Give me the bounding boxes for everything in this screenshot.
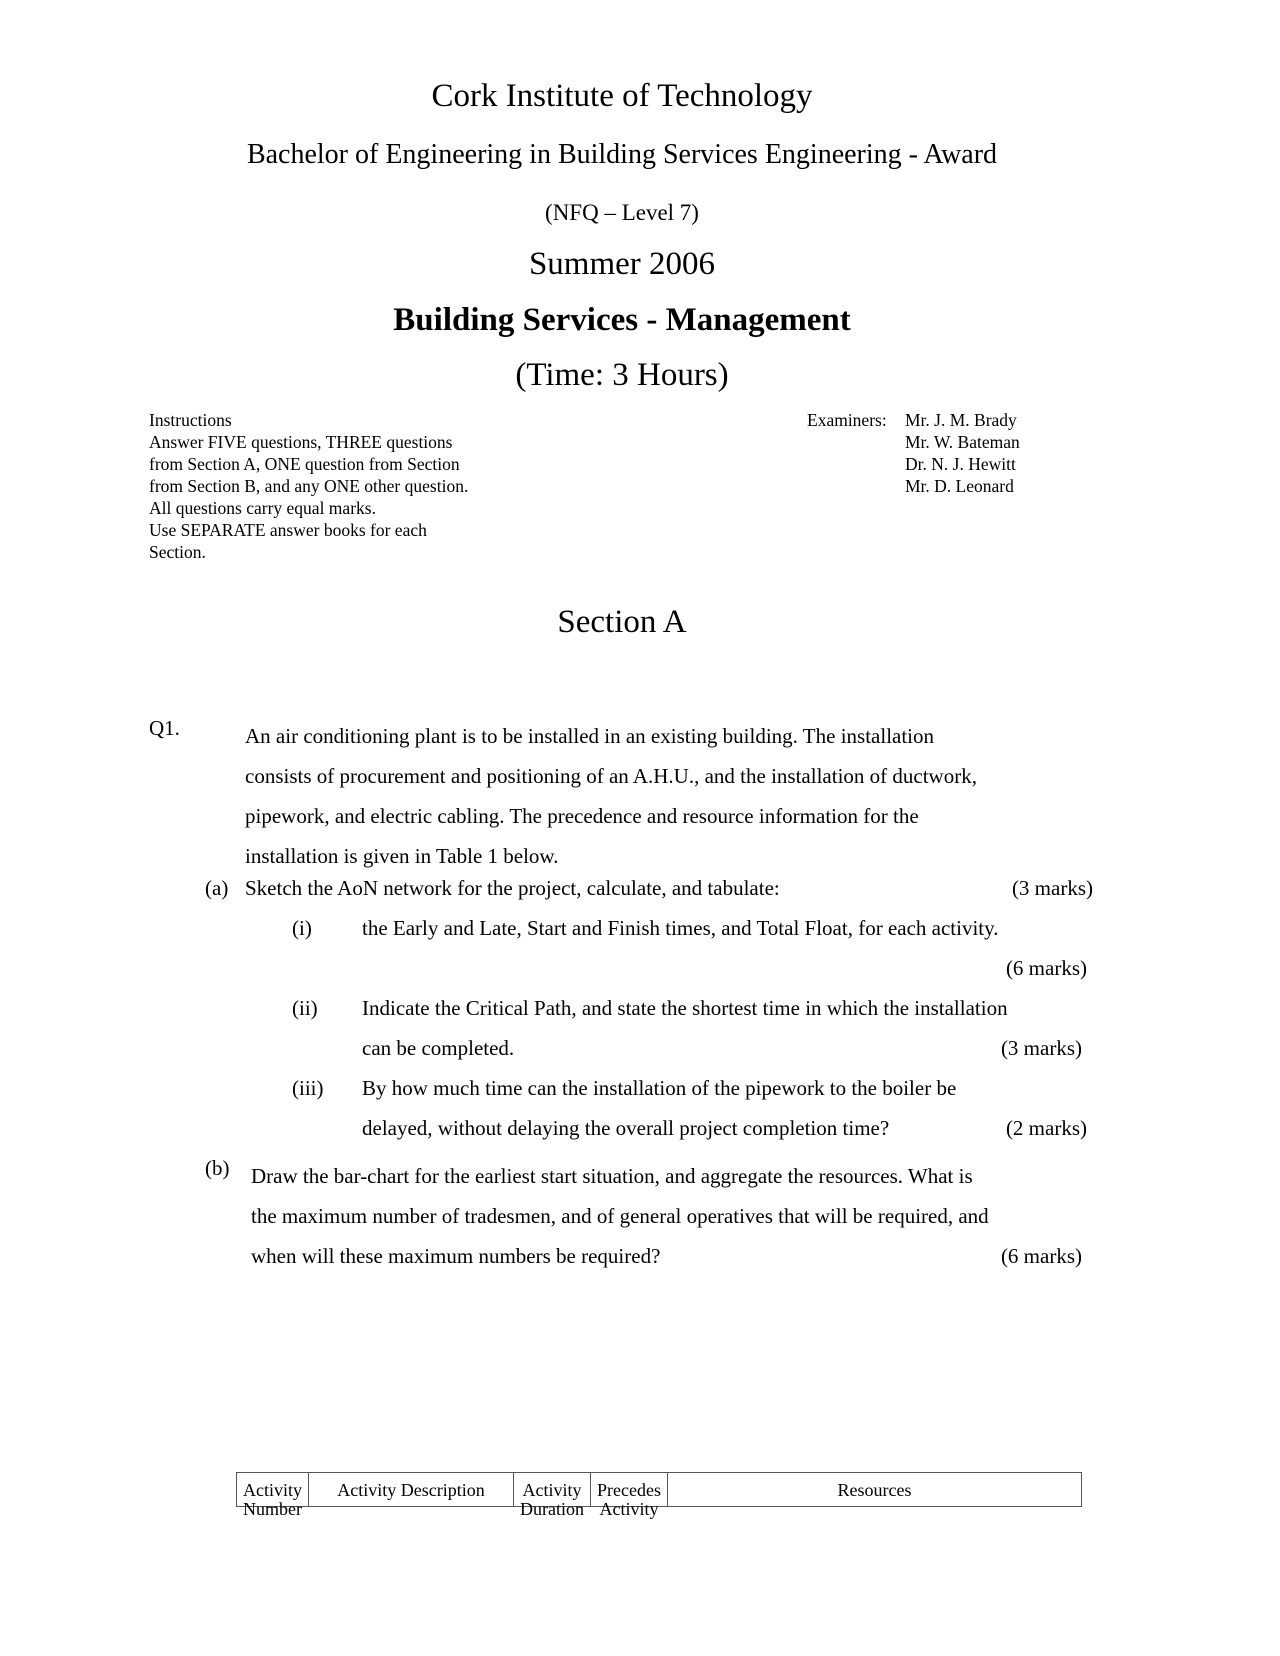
activity-table xyxy=(236,1472,1082,1519)
header-activity-number: Activity Number xyxy=(243,1480,302,1519)
part-ii-label: (ii) xyxy=(292,996,318,1020)
part-b-text xyxy=(251,1156,989,1276)
instructions-block xyxy=(149,409,468,563)
header-activity-description: Activity Description xyxy=(337,1480,485,1500)
instructions-line: from Section B, and any ONE other question. xyxy=(149,476,469,496)
part-a-text: Sketch the AoN network for the project, calculate, and tabulate: xyxy=(245,876,780,900)
level-text: (NFQ – Level 7) xyxy=(545,200,699,225)
instructions-line: Section. xyxy=(149,542,206,562)
instructions-line: Answer FIVE questions, THREE questions xyxy=(149,432,453,452)
table-header-row xyxy=(237,1473,1082,1507)
examiner-name: Mr. J. M. Brady xyxy=(905,410,1017,430)
programme-title: Bachelor of Engineering in Building Services Engineering - Award xyxy=(246,139,998,170)
intro-line: pipework, and electric cabling. The precedence and resource information for the xyxy=(245,804,919,828)
part-b-label: (b) xyxy=(205,1156,230,1180)
intro-line: installation is given in Table 1 below. xyxy=(245,844,559,868)
part-i-marks: (6 marks) xyxy=(1005,956,1087,980)
question-number: Q1. xyxy=(149,716,180,740)
institution-title: Cork Institute of Technology xyxy=(431,78,813,114)
part-ii-text-1: Indicate the Critical Path, and state the shortest time in which the installation xyxy=(362,996,1008,1020)
part-a-label: (a) xyxy=(205,876,229,900)
header-activity-duration: Activity Duration xyxy=(520,1480,584,1519)
part-a-marks: (3 marks) xyxy=(1011,876,1093,900)
part-ii-marks: (3 marks) xyxy=(1000,1036,1082,1060)
part-b-line: the maximum number of tradesmen, and of general operatives that will be required, and xyxy=(251,1204,989,1228)
intro-line: consists of procurement and positioning of an A.H.U., and the installation of ductwork, xyxy=(245,764,977,788)
part-iii-text-1: By how much time can the installation of the pipework to the boiler be xyxy=(362,1076,957,1100)
part-iii-text-2: delayed, without delaying the overall project completion time? xyxy=(362,1116,890,1140)
instructions-line: Instructions xyxy=(149,410,232,430)
part-iii-marks: (2 marks) xyxy=(1005,1116,1087,1140)
intro-line: An air conditioning plant is to be installed in an existing building. The installation xyxy=(245,724,935,748)
examiner-name: Mr. D. Leonard xyxy=(905,476,1014,496)
session-text: Summer 2006 xyxy=(528,246,716,282)
subject-title: Building Services - Management xyxy=(393,302,851,338)
time-text: (Time: 3 Hours) xyxy=(515,357,729,393)
part-ii-text-2: can be completed. xyxy=(362,1036,515,1060)
section-title: Section A xyxy=(557,604,687,640)
part-b-line: when will these maximum numbers be required? xyxy=(251,1244,661,1268)
part-i-text: the Early and Late, Start and Finish times, and Total Float, for each activity. xyxy=(362,916,999,940)
examiners-list xyxy=(905,409,1020,497)
header-resources: Resources xyxy=(837,1480,912,1500)
examiners-label: Examiners: xyxy=(807,410,887,430)
part-i-label: (i) xyxy=(292,916,312,940)
instructions-line: All questions carry equal marks. xyxy=(149,498,376,518)
instructions-line: Use SEPARATE answer books for each xyxy=(149,520,427,540)
examiner-name: Dr. N. J. Hewitt xyxy=(905,454,1016,474)
instructions-line: from Section A, ONE question from Section xyxy=(149,454,460,474)
part-iii-label: (iii) xyxy=(292,1076,324,1100)
examiner-name: Mr. W. Bateman xyxy=(905,432,1020,452)
header-precedes-activity: Precedes Activity xyxy=(596,1480,661,1519)
question-intro xyxy=(245,716,977,876)
part-b-line: Draw the bar-chart for the earliest start situation, and aggregate the resources. What is xyxy=(251,1164,973,1188)
part-b-marks: (6 marks) xyxy=(1000,1244,1082,1268)
